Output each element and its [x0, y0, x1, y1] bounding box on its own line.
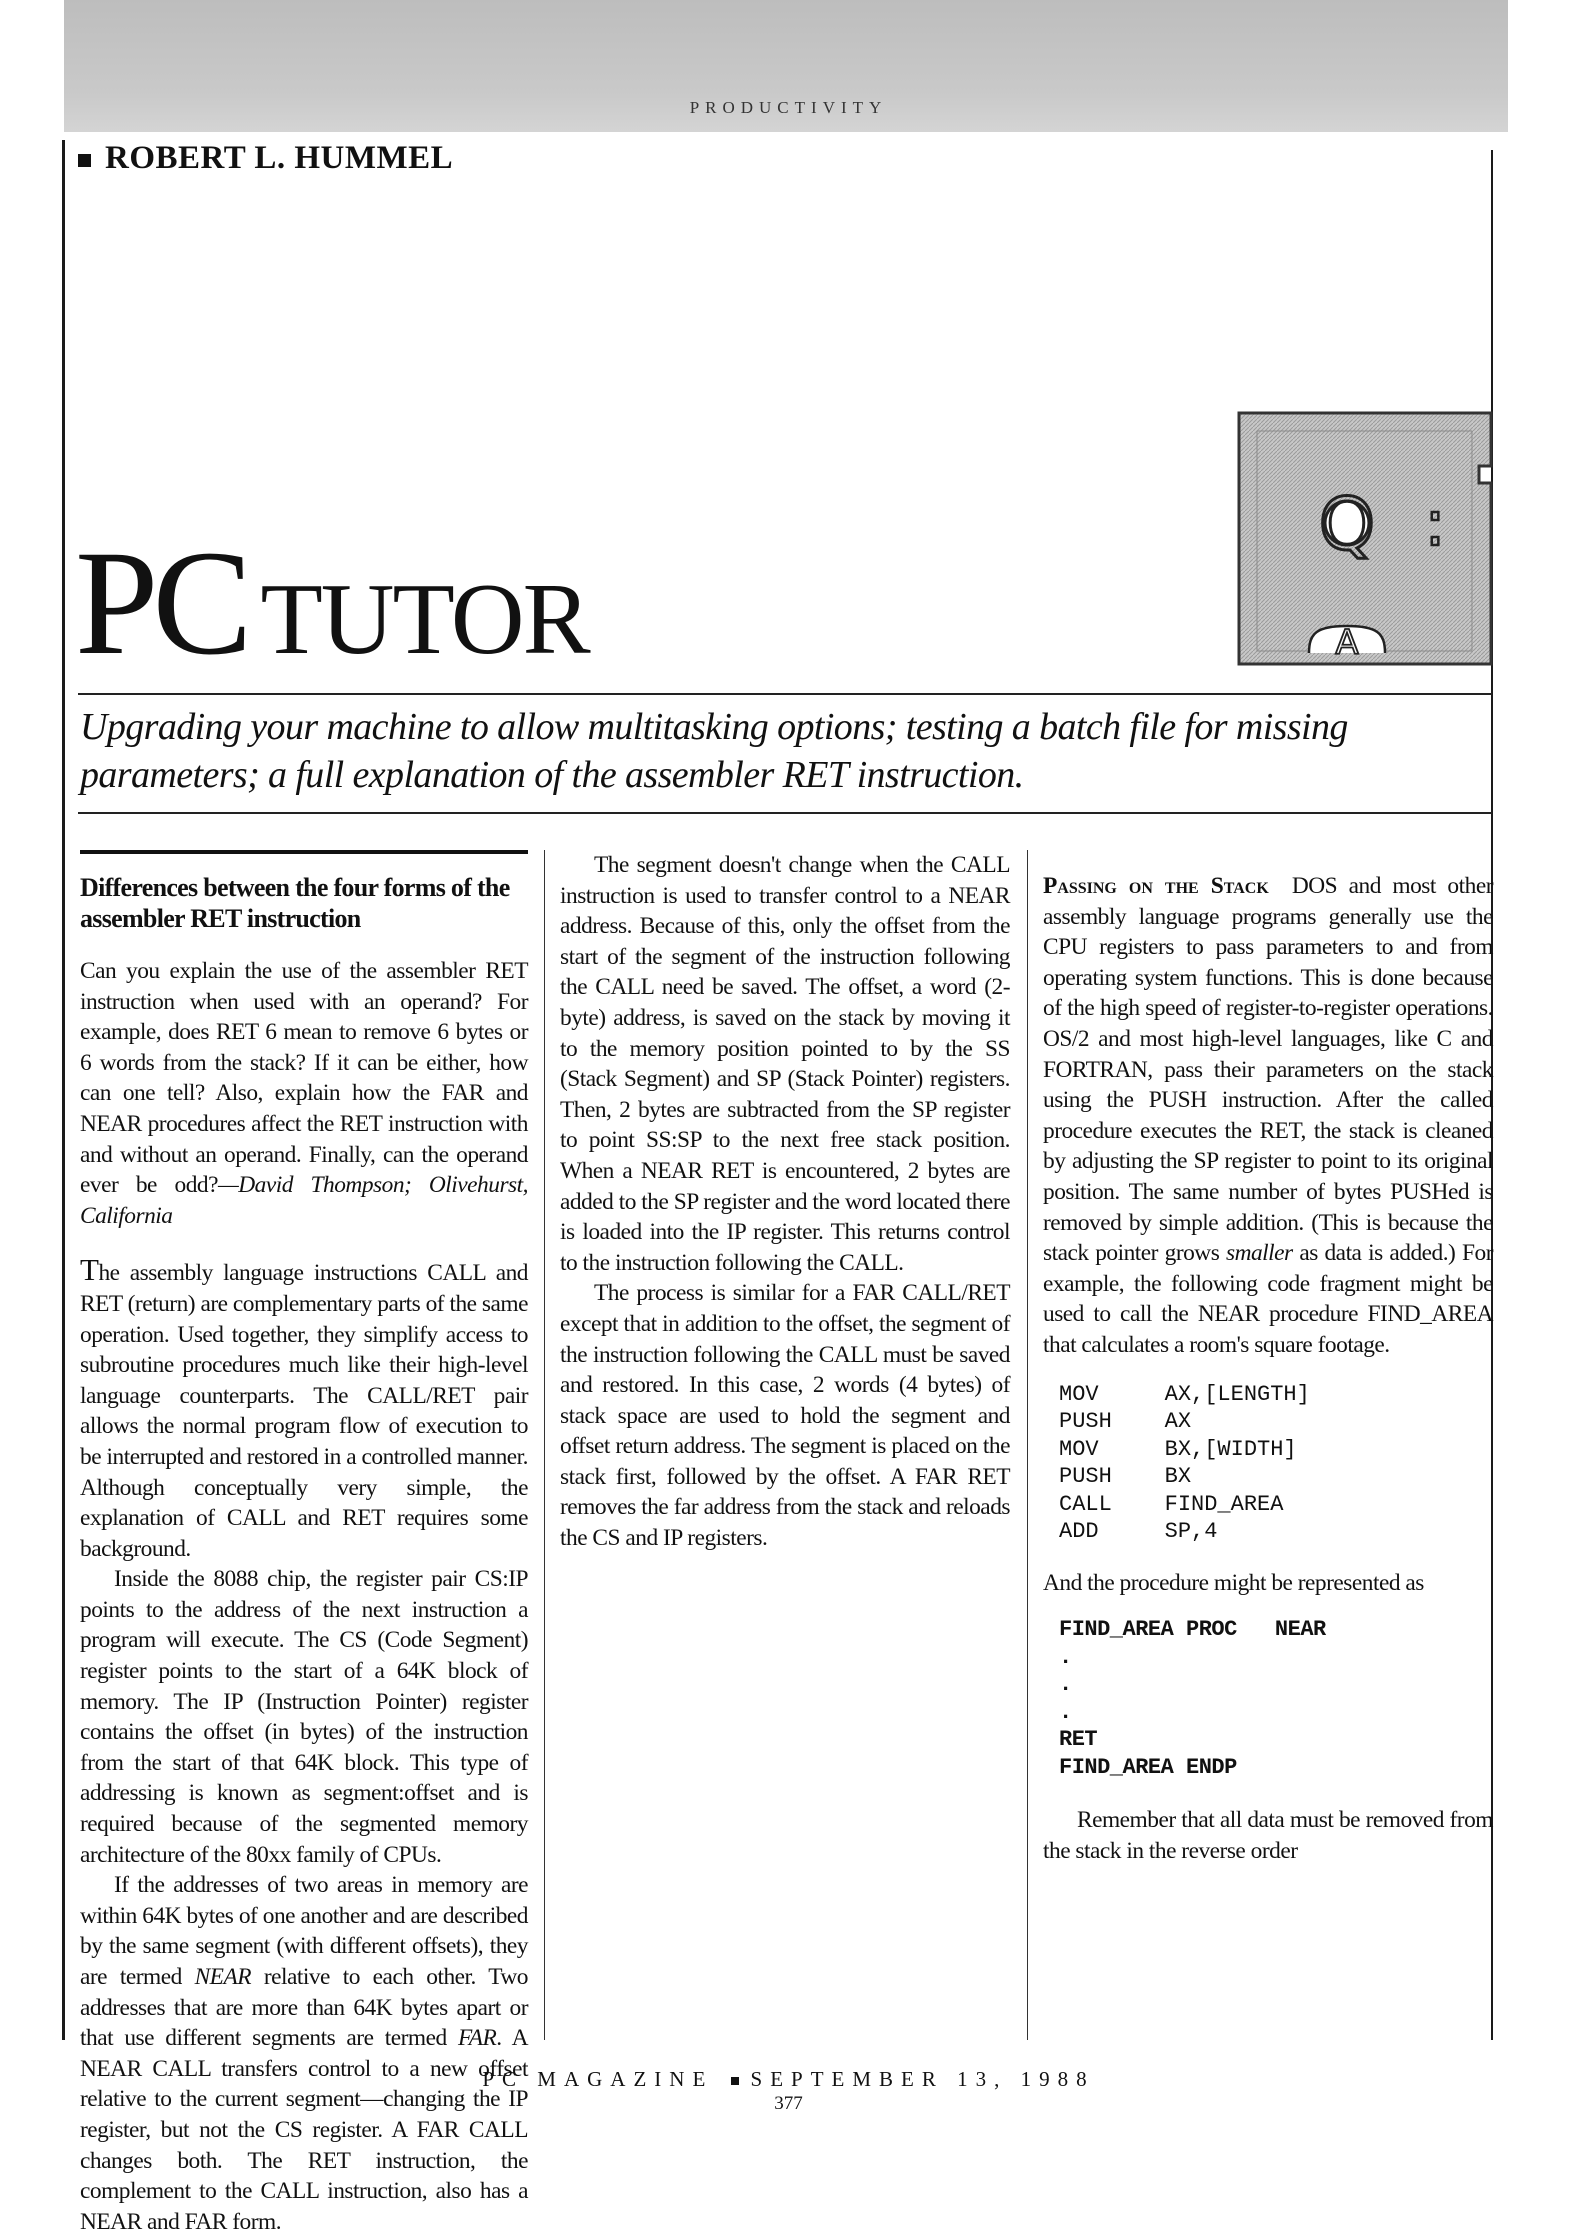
paragraph: Remember that all data must be removed from the stack in the reverse order	[1043, 1807, 1493, 1864]
page-footer	[0, 2067, 1577, 2092]
page-number: 377	[774, 2093, 803, 2114]
logo-a-letter: A	[1335, 623, 1359, 663]
page-title	[75, 520, 589, 686]
paragraph: And the procedure might be represented as	[1043, 1569, 1424, 1596]
article-column-3	[1043, 850, 1493, 1866]
floppy-disk-icon	[1237, 411, 1495, 668]
paragraph: The segment doesn't change when the CALL instruction is used to transfer control to a NEAR address. Because of this, only the offset from the start of the segment of the instruction following the CALL need be saved. The offset, a word (2-byte) address, is saved on the stack by moving it to the memory position pointed to by the SS (Stack Segment) and SP (Stack Pointer) registers. Then, 2 bytes are subtracted from the SP register to point SS:SP to the next free stack position. When a NEAR RET is encountered, 2 bytes are added to the SP register and the word located there is loaded into the IP register. This returns control to the instruction following the CALL.	[560, 852, 1010, 1276]
subtitle-divider	[78, 812, 1492, 814]
drop-cap: T	[80, 1252, 99, 1288]
term-far: FAR	[457, 2025, 497, 2052]
term-near: NEAR	[194, 1964, 252, 1990]
question-text: Can you explain the use of the assembler RET instruction when used with an operand? For example, does RET 6 mean to remove 6 bytes or 6 words from the stack? If it can be either, how can one tell? Also, explain how the FAR and NEAR procedures affect the RET instruction with and without an operand. Finally, can the operand ever be odd?	[80, 958, 528, 1199]
author-name: ROBERT L. HUMMEL	[105, 140, 454, 176]
left-rule	[62, 140, 65, 2040]
column-divider	[544, 850, 545, 2040]
paragraph: Passing on the Stack DOS and most other assembly language programs generally use the CPU registers to pass parameters to and from operating system functions. This is done because of the high speed of register-to-register operations. OS/2 and most high-level languages, like C and FORTRAN, pass their parameters on the stack using the PUSH instruction. After the called procedure executes the RET, the stack is cleaned by adjusting the SP register to point to its original position. The same number of bytes PUSHed is removed by simple addition. (This is because the stack pointer grows smaller as data is added.) For example, the following code fragment might be used to call the NEAR procedure FIND_AREA that calculates a room's square footage.	[1043, 873, 1494, 1358]
title-pc: PC	[75, 520, 247, 686]
logo-q-letter: Q	[1318, 482, 1376, 566]
code-listing-procedure: FIND_AREA PROC NEAR . . . RET FIND_AREA ENDP	[1059, 1617, 1326, 1780]
footer-date: SEPTEMBER 13, 1988	[750, 2067, 1095, 2091]
article-column-1	[80, 850, 528, 2237]
deck-subtitle: Upgrading your machine to allow multitasking options; testing a batch file for missing parameters; a full explanation of the assembler RET instruction.	[80, 706, 1348, 796]
paragraph: The process is similar for a FAR CALL/RET except that in addition to the offset, the segment of the instruction following the CALL must be saved and restored. In this case, 2 words (4 bytes) of stack space are used to hold the segment and offset return address. The segment is placed on the stack first, followed by the offset. A FAR RET removes the far address from the stack and reloads the CS and IP registers.	[560, 1280, 1010, 1552]
bullet-square-icon	[731, 2077, 739, 2085]
section-label: PRODUCTIVITY	[689, 98, 888, 117]
paragraph: If the addresses of two areas in memory are within 64K bytes of one another and are described by the same segment (with different offsets), they are termed NEAR relative to each other. Two addresses that are more than 64K bytes apart or that use different segments are termed FAR. A NEAR CALL transfers control to a new offset relative to the current segment—changing the IP register, but not the CS register. A FAR CALL changes both. The RET instruction, the complement to the CALL instruction, also has a NEAR and FAR form.	[80, 1872, 528, 2235]
paragraph: Inside the 8088 chip, the register pair CS:IP points to the address of the next instruction a program will execute. The CS (Code Segment) register points to the start of a 64K block of memory. The IP (Instruction Pointer) register contains the offset (in bytes) of the instruction from the start of that 64K block. This type of addressing is known as segment:offset and is required because of the segmented memory architecture of the 80xx family of CPUs.	[80, 1566, 528, 1868]
logo-colon: :	[1424, 487, 1446, 561]
bullet-square-icon	[78, 154, 91, 167]
title-divider	[78, 693, 1492, 695]
question-signature: —David Thompson; Olivehurst, California	[80, 1172, 528, 1229]
byline	[78, 140, 453, 177]
footer-magazine: PC MAGAZINE	[482, 2067, 714, 2091]
paragraph: The assembly language instructions CALL and RET (return) are complementary parts of the same operation. Used together, they simplify access to subroutine procedures much like their high-level language counterparts. The CALL/RET pair allows the normal program flow of execution to be interrupted and restored in a controlled manner. Although conceptually very simple, the explanation of CALL and RET requires some background.	[80, 1252, 528, 1562]
question-heading-rule	[80, 850, 528, 854]
reader-question	[80, 956, 528, 1231]
question-heading: Differences between the four forms of the assembler RET instruction	[80, 873, 510, 933]
subhead-passing-on-the-stack: Passing on the Stack	[1043, 873, 1269, 899]
term-smaller: smaller	[1225, 1240, 1293, 1267]
title-tutor: TUTOR	[260, 563, 589, 676]
column-divider	[1027, 850, 1028, 2040]
code-listing-call: MOV AX,[LENGTH] PUSH AX MOV BX,[WIDTH] PUSH BX CALL FIND_AREA ADD SP,4	[1059, 1381, 1310, 1544]
article-column-2-content	[560, 850, 1010, 1554]
